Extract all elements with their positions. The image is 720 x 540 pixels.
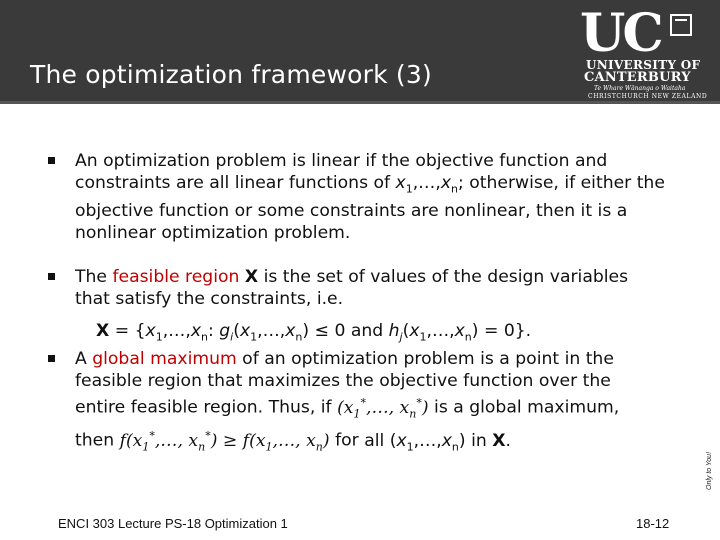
crest-icon: [670, 14, 692, 36]
set-symbol: X: [244, 267, 259, 287]
footer-course: ENCI 303 Lecture PS-18 Optimization 1: [58, 516, 288, 531]
logo-line-3: Te Whare Wānanga o Waitaha: [594, 85, 686, 92]
bullet-text: An optimization problem is linear if the objective function and constraints are all linear functions of $x_1,\dots,x_n$; otherwise, if either the objective function or some constraints are nonlinear, then it is a nonlinear optimization problem.: [75, 151, 665, 244]
bullet-feasible-region: [48, 266, 668, 310]
feasible-region-term: feasible region: [112, 267, 240, 287]
bullet-text-pre: A: [75, 349, 93, 369]
bullet-text-post: is the set of values of the design variables that satisfy the constraints, i.e.: [75, 267, 629, 309]
bullet-text-tail-2: for: [335, 430, 359, 451]
logo-line-4: CHRISTCHURCH NEW ZEALAND: [588, 93, 708, 100]
header-band: [0, 101, 720, 104]
bullet-marker: [48, 273, 55, 280]
feasible-set-definition: $X = \{x_1,\dots,x_n$: $g_i(x_1,\dots,x_n) \le 0$ and $h_j(x_1,\dots,x_n) = 0$}.: [96, 321, 532, 344]
global-maximum-term: global maximum: [92, 349, 237, 369]
bullet-text-tail-1: is a global maximum, then: [75, 397, 620, 451]
slide-title: The optimization framework (3): [30, 60, 432, 89]
logo-mark: UC: [580, 3, 661, 64]
side-note: Only to You!: [706, 451, 713, 490]
bullet-linear-definition: [48, 150, 668, 244]
bullet-marker: [48, 355, 55, 362]
inequality-formula: $f(x_1^*,\dots$, $x_n^*$) ≥ $f(x_1,\dots$, $x_n$): [119, 429, 330, 454]
bullet-text-pre: The: [75, 267, 113, 287]
optimal-point-formula: ($x_1^*,\dots$, $x_n^*$): [337, 396, 429, 421]
footer-page-number: 18-12: [636, 516, 670, 531]
bullet-global-maximum: [48, 348, 678, 458]
bullet-marker: [48, 157, 55, 164]
bullet-text-post: of an optimization problem is a point in the feasible region that maximizes the objective function over the entire feasible region. Thus, if: [75, 349, 614, 418]
logo-line-1: UNIVERSITY OF: [586, 58, 701, 72]
logo-line-2: CANTERBURY: [584, 70, 691, 85]
university-logo: [574, 3, 708, 100]
slide-header: [0, 0, 720, 104]
bullet-text-tail-3: all $(x_1,\dots,x_n)$ in X.: [364, 430, 511, 454]
